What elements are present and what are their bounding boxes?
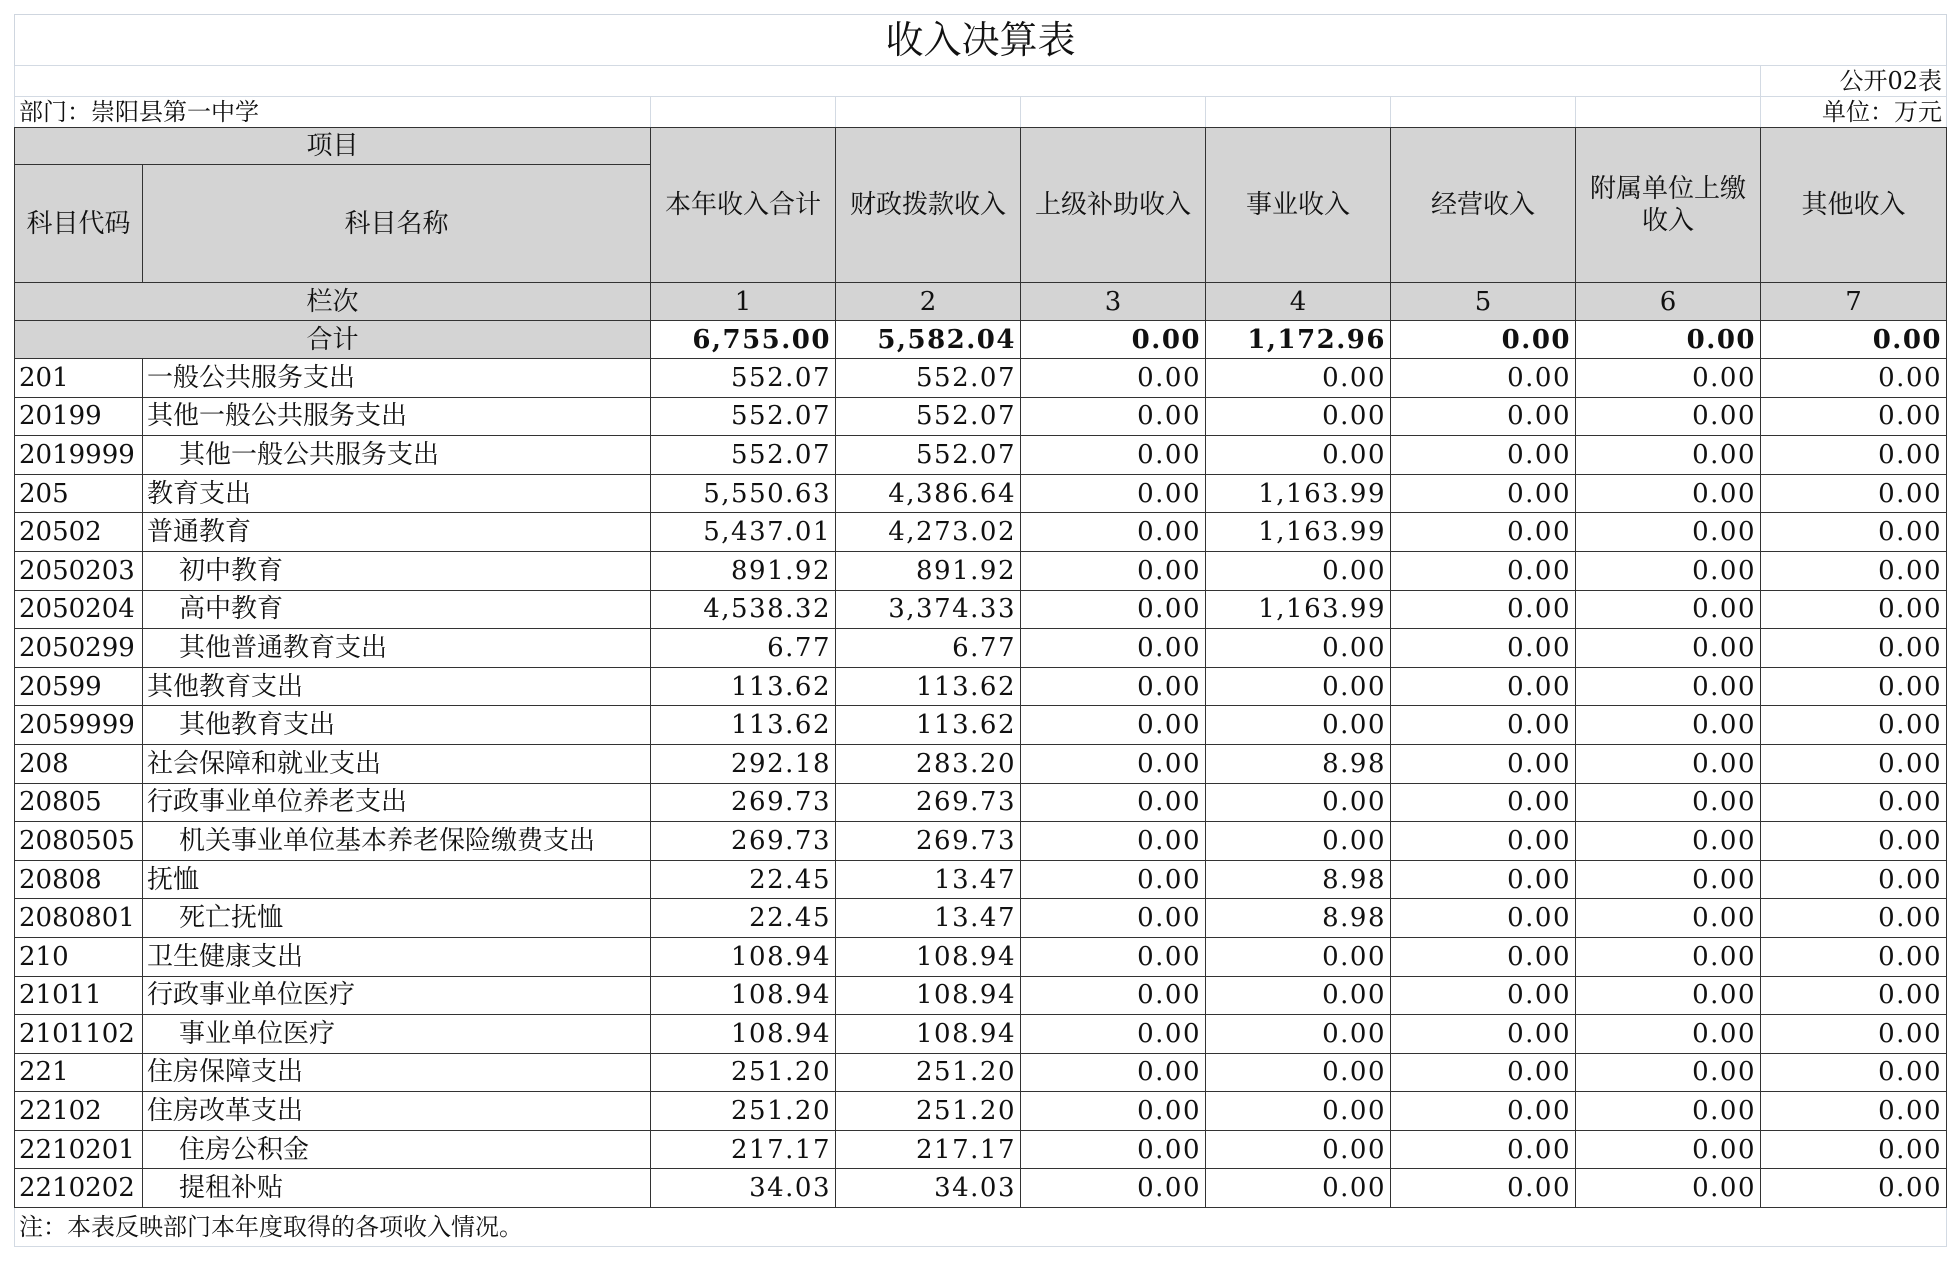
table-row bbox=[15, 513, 1947, 552]
subject-name: 教育支出 bbox=[143, 474, 651, 513]
subject-name: 其他教育支出 bbox=[143, 667, 651, 706]
amount-cell: 5,437.01 bbox=[651, 513, 836, 552]
subject-name: 机关事业单位基本养老保险缴费支出 bbox=[143, 822, 651, 861]
amount-cell: 0.00 bbox=[1576, 667, 1761, 706]
amount-cell: 0.00 bbox=[1761, 899, 1947, 938]
header-item: 项目 bbox=[15, 128, 651, 165]
amount-cell: 0.00 bbox=[1021, 1092, 1206, 1131]
subject-code: 205 bbox=[15, 474, 143, 513]
amount-cell: 113.62 bbox=[836, 667, 1021, 706]
subject-code: 21011 bbox=[15, 976, 143, 1015]
amount-cell: 0.00 bbox=[1576, 899, 1761, 938]
amount-cell: 217.17 bbox=[836, 1130, 1021, 1169]
amount-cell: 0.00 bbox=[1391, 937, 1576, 976]
amount-cell: 0.00 bbox=[1761, 359, 1947, 398]
amount-cell: 0.00 bbox=[1021, 1015, 1206, 1054]
header-col-1: 本年收入合计 bbox=[651, 128, 836, 283]
amount-cell: 0.00 bbox=[1576, 513, 1761, 552]
amount-cell: 0.00 bbox=[1391, 667, 1576, 706]
amount-cell: 4,538.32 bbox=[651, 590, 836, 629]
column-number: 1 bbox=[651, 283, 836, 321]
amount-cell: 0.00 bbox=[1576, 1092, 1761, 1131]
amount-cell: 0.00 bbox=[1576, 436, 1761, 475]
subject-name: 住房公积金 bbox=[143, 1130, 651, 1169]
amount-cell: 0.00 bbox=[1576, 1169, 1761, 1208]
amount-cell: 0.00 bbox=[1206, 667, 1391, 706]
amount-cell: 0.00 bbox=[1021, 976, 1206, 1015]
amount-cell: 552.07 bbox=[836, 436, 1021, 475]
amount-cell: 0.00 bbox=[1761, 976, 1947, 1015]
table-row bbox=[15, 474, 1947, 513]
table-row bbox=[15, 1169, 1947, 1208]
column-number: 6 bbox=[1576, 283, 1761, 321]
income-table bbox=[14, 14, 1947, 1247]
header-col-5: 经营收入 bbox=[1391, 128, 1576, 283]
amount-cell: 0.00 bbox=[1761, 1169, 1947, 1208]
subject-name: 抚恤 bbox=[143, 860, 651, 899]
amount-cell: 0.00 bbox=[1391, 822, 1576, 861]
total-value: 5,582.04 bbox=[836, 321, 1021, 359]
amount-cell: 0.00 bbox=[1206, 629, 1391, 668]
amount-cell: 552.07 bbox=[836, 359, 1021, 398]
subject-name: 行政事业单位养老支出 bbox=[143, 783, 651, 822]
amount-cell: 0.00 bbox=[1761, 397, 1947, 436]
subject-code: 20805 bbox=[15, 783, 143, 822]
amount-cell: 0.00 bbox=[1576, 822, 1761, 861]
amount-cell: 0.00 bbox=[1021, 513, 1206, 552]
header-name: 科目名称 bbox=[143, 165, 651, 283]
amount-cell: 1,163.99 bbox=[1206, 513, 1391, 552]
amount-cell: 891.92 bbox=[651, 551, 836, 590]
amount-cell: 0.00 bbox=[1391, 629, 1576, 668]
table-row bbox=[15, 436, 1947, 475]
amount-cell: 283.20 bbox=[836, 744, 1021, 783]
amount-cell: 0.00 bbox=[1391, 976, 1576, 1015]
amount-cell: 0.00 bbox=[1761, 590, 1947, 629]
table-row bbox=[15, 783, 1947, 822]
subject-code: 20502 bbox=[15, 513, 143, 552]
amount-cell: 552.07 bbox=[651, 436, 836, 475]
amount-cell: 0.00 bbox=[1021, 1169, 1206, 1208]
amount-cell: 0.00 bbox=[1021, 1130, 1206, 1169]
header-code: 科目代码 bbox=[15, 165, 143, 283]
table-row bbox=[15, 899, 1947, 938]
amount-cell: 0.00 bbox=[1576, 1015, 1761, 1054]
amount-cell: 0.00 bbox=[1391, 1015, 1576, 1054]
table-row bbox=[15, 1015, 1947, 1054]
amount-cell: 113.62 bbox=[651, 667, 836, 706]
subject-code: 2210202 bbox=[15, 1169, 143, 1208]
header-col-7: 其他收入 bbox=[1761, 128, 1947, 283]
amount-cell: 0.00 bbox=[1761, 783, 1947, 822]
amount-cell: 0.00 bbox=[1391, 860, 1576, 899]
amount-cell: 251.20 bbox=[836, 1053, 1021, 1092]
subject-code: 2080505 bbox=[15, 822, 143, 861]
column-number: 4 bbox=[1206, 283, 1391, 321]
subject-name: 其他普通教育支出 bbox=[143, 629, 651, 668]
subject-code: 20599 bbox=[15, 667, 143, 706]
amount-cell: 0.00 bbox=[1391, 513, 1576, 552]
subject-name: 初中教育 bbox=[143, 551, 651, 590]
amount-cell: 0.00 bbox=[1761, 1053, 1947, 1092]
subject-code: 208 bbox=[15, 744, 143, 783]
total-value: 0.00 bbox=[1021, 321, 1206, 359]
amount-cell: 0.00 bbox=[1206, 783, 1391, 822]
amount-cell: 108.94 bbox=[836, 937, 1021, 976]
amount-cell: 269.73 bbox=[651, 822, 836, 861]
amount-cell: 6.77 bbox=[836, 629, 1021, 668]
total-value: 0.00 bbox=[1761, 321, 1947, 359]
amount-cell: 0.00 bbox=[1391, 590, 1576, 629]
amount-cell: 0.00 bbox=[1021, 436, 1206, 475]
amount-cell: 0.00 bbox=[1576, 590, 1761, 629]
amount-cell: 1,163.99 bbox=[1206, 590, 1391, 629]
amount-cell: 552.07 bbox=[651, 359, 836, 398]
amount-cell: 0.00 bbox=[1021, 629, 1206, 668]
amount-cell: 0.00 bbox=[1206, 1053, 1391, 1092]
amount-cell: 0.00 bbox=[1021, 551, 1206, 590]
amount-cell: 0.00 bbox=[1206, 1092, 1391, 1131]
amount-cell: 0.00 bbox=[1206, 551, 1391, 590]
amount-cell: 0.00 bbox=[1761, 937, 1947, 976]
amount-cell: 269.73 bbox=[651, 783, 836, 822]
amount-cell: 0.00 bbox=[1761, 474, 1947, 513]
income-final-accounts-sheet bbox=[14, 14, 1946, 1247]
table-row bbox=[15, 744, 1947, 783]
table-row bbox=[15, 860, 1947, 899]
subject-code: 2210201 bbox=[15, 1130, 143, 1169]
amount-cell: 0.00 bbox=[1391, 1130, 1576, 1169]
amount-cell: 0.00 bbox=[1206, 1130, 1391, 1169]
subject-code: 2050203 bbox=[15, 551, 143, 590]
amount-cell: 0.00 bbox=[1021, 667, 1206, 706]
amount-cell: 0.00 bbox=[1761, 1130, 1947, 1169]
table-row bbox=[15, 397, 1947, 436]
amount-cell: 8.98 bbox=[1206, 899, 1391, 938]
amount-cell: 34.03 bbox=[651, 1169, 836, 1208]
footnote: 注：本表反映部门本年度取得的各项收入情况。 bbox=[15, 1208, 1947, 1247]
amount-cell: 0.00 bbox=[1021, 744, 1206, 783]
header-col-4: 事业收入 bbox=[1206, 128, 1391, 283]
amount-cell: 0.00 bbox=[1021, 397, 1206, 436]
amount-cell: 0.00 bbox=[1576, 976, 1761, 1015]
amount-cell: 0.00 bbox=[1761, 744, 1947, 783]
subject-code: 221 bbox=[15, 1053, 143, 1092]
amount-cell: 0.00 bbox=[1206, 397, 1391, 436]
subject-code: 2059999 bbox=[15, 706, 143, 745]
total-value: 6,755.00 bbox=[651, 321, 836, 359]
amount-cell: 13.47 bbox=[836, 860, 1021, 899]
amount-cell: 251.20 bbox=[836, 1092, 1021, 1131]
amount-cell: 0.00 bbox=[1576, 397, 1761, 436]
amount-cell: 0.00 bbox=[1021, 359, 1206, 398]
amount-cell: 0.00 bbox=[1576, 474, 1761, 513]
amount-cell: 269.73 bbox=[836, 783, 1021, 822]
header-col-2: 财政拨款收入 bbox=[836, 128, 1021, 283]
amount-cell: 552.07 bbox=[651, 397, 836, 436]
amount-cell: 0.00 bbox=[1576, 1130, 1761, 1169]
amount-cell: 0.00 bbox=[1021, 474, 1206, 513]
amount-cell: 0.00 bbox=[1021, 937, 1206, 976]
header-col-6: 附属单位上缴收入 bbox=[1576, 128, 1761, 283]
subject-name: 高中教育 bbox=[143, 590, 651, 629]
amount-cell: 0.00 bbox=[1761, 1092, 1947, 1131]
total-value: 0.00 bbox=[1576, 321, 1761, 359]
table-row bbox=[15, 629, 1947, 668]
amount-cell: 0.00 bbox=[1576, 860, 1761, 899]
subject-name: 普通教育 bbox=[143, 513, 651, 552]
table-row bbox=[15, 822, 1947, 861]
amount-cell: 251.20 bbox=[651, 1053, 836, 1092]
amount-cell: 22.45 bbox=[651, 860, 836, 899]
amount-cell: 0.00 bbox=[1761, 860, 1947, 899]
amount-cell: 0.00 bbox=[1761, 1015, 1947, 1054]
subject-code: 2080801 bbox=[15, 899, 143, 938]
amount-cell: 0.00 bbox=[1021, 783, 1206, 822]
amount-cell: 113.62 bbox=[836, 706, 1021, 745]
amount-cell: 251.20 bbox=[651, 1092, 836, 1131]
amount-cell: 0.00 bbox=[1761, 629, 1947, 668]
amount-cell: 108.94 bbox=[836, 976, 1021, 1015]
amount-cell: 292.18 bbox=[651, 744, 836, 783]
row-index-label: 栏次 bbox=[15, 283, 651, 321]
amount-cell: 0.00 bbox=[1761, 667, 1947, 706]
amount-cell: 0.00 bbox=[1206, 976, 1391, 1015]
total-label: 合计 bbox=[15, 321, 651, 359]
amount-cell: 113.62 bbox=[651, 706, 836, 745]
table-row bbox=[15, 706, 1947, 745]
unit-label: 单位：万元 bbox=[1761, 97, 1947, 128]
amount-cell: 108.94 bbox=[836, 1015, 1021, 1054]
amount-cell: 0.00 bbox=[1206, 359, 1391, 398]
amount-cell: 108.94 bbox=[651, 1015, 836, 1054]
amount-cell: 0.00 bbox=[1576, 937, 1761, 976]
column-number: 7 bbox=[1761, 283, 1947, 321]
page-title: 收入决算表 bbox=[15, 15, 1947, 66]
column-number: 3 bbox=[1021, 283, 1206, 321]
amount-cell: 0.00 bbox=[1021, 1053, 1206, 1092]
amount-cell: 552.07 bbox=[836, 397, 1021, 436]
amount-cell: 0.00 bbox=[1391, 551, 1576, 590]
amount-cell: 0.00 bbox=[1206, 1169, 1391, 1208]
subject-code: 2019999 bbox=[15, 436, 143, 475]
amount-cell: 0.00 bbox=[1576, 706, 1761, 745]
subject-code: 201 bbox=[15, 359, 143, 398]
subject-name: 其他一般公共服务支出 bbox=[143, 436, 651, 475]
amount-cell: 8.98 bbox=[1206, 744, 1391, 783]
subject-name: 一般公共服务支出 bbox=[143, 359, 651, 398]
table-row bbox=[15, 1053, 1947, 1092]
table-row bbox=[15, 359, 1947, 398]
amount-cell: 0.00 bbox=[1391, 783, 1576, 822]
amount-cell: 34.03 bbox=[836, 1169, 1021, 1208]
amount-cell: 0.00 bbox=[1206, 822, 1391, 861]
subject-name: 住房改革支出 bbox=[143, 1092, 651, 1131]
amount-cell: 0.00 bbox=[1391, 1053, 1576, 1092]
amount-cell: 0.00 bbox=[1761, 551, 1947, 590]
subject-name: 社会保障和就业支出 bbox=[143, 744, 651, 783]
amount-cell: 0.00 bbox=[1391, 1092, 1576, 1131]
subject-code: 20808 bbox=[15, 860, 143, 899]
amount-cell: 0.00 bbox=[1021, 590, 1206, 629]
table-row bbox=[15, 1130, 1947, 1169]
subject-name: 事业单位医疗 bbox=[143, 1015, 651, 1054]
amount-cell: 0.00 bbox=[1206, 937, 1391, 976]
column-number: 5 bbox=[1391, 283, 1576, 321]
amount-cell: 0.00 bbox=[1206, 1015, 1391, 1054]
amount-cell: 0.00 bbox=[1576, 1053, 1761, 1092]
subject-name: 卫生健康支出 bbox=[143, 937, 651, 976]
amount-cell: 217.17 bbox=[651, 1130, 836, 1169]
amount-cell: 0.00 bbox=[1761, 706, 1947, 745]
subject-name: 死亡抚恤 bbox=[143, 899, 651, 938]
amount-cell: 0.00 bbox=[1391, 474, 1576, 513]
subject-name: 其他教育支出 bbox=[143, 706, 651, 745]
total-value: 1,172.96 bbox=[1206, 321, 1391, 359]
amount-cell: 0.00 bbox=[1021, 706, 1206, 745]
column-number: 2 bbox=[836, 283, 1021, 321]
subject-name: 住房保障支出 bbox=[143, 1053, 651, 1092]
amount-cell: 108.94 bbox=[651, 937, 836, 976]
amount-cell: 891.92 bbox=[836, 551, 1021, 590]
table-row bbox=[15, 1092, 1947, 1131]
subject-code: 2050299 bbox=[15, 629, 143, 668]
subject-name: 其他一般公共服务支出 bbox=[143, 397, 651, 436]
amount-cell: 0.00 bbox=[1761, 436, 1947, 475]
amount-cell: 0.00 bbox=[1391, 397, 1576, 436]
amount-cell: 0.00 bbox=[1576, 783, 1761, 822]
amount-cell: 1,163.99 bbox=[1206, 474, 1391, 513]
table-row bbox=[15, 976, 1947, 1015]
table-row bbox=[15, 590, 1947, 629]
amount-cell: 0.00 bbox=[1021, 860, 1206, 899]
amount-cell: 0.00 bbox=[1021, 899, 1206, 938]
amount-cell: 0.00 bbox=[1391, 1169, 1576, 1208]
amount-cell: 0.00 bbox=[1391, 436, 1576, 475]
amount-cell: 8.98 bbox=[1206, 860, 1391, 899]
amount-cell: 0.00 bbox=[1391, 706, 1576, 745]
amount-cell: 4,386.64 bbox=[836, 474, 1021, 513]
amount-cell: 0.00 bbox=[1391, 359, 1576, 398]
amount-cell: 6.77 bbox=[651, 629, 836, 668]
form-number: 公开02表 bbox=[1761, 66, 1947, 97]
amount-cell: 0.00 bbox=[1206, 706, 1391, 745]
table-row bbox=[15, 551, 1947, 590]
amount-cell: 13.47 bbox=[836, 899, 1021, 938]
amount-cell: 4,273.02 bbox=[836, 513, 1021, 552]
amount-cell: 0.00 bbox=[1021, 822, 1206, 861]
table-row bbox=[15, 667, 1947, 706]
subject-code: 210 bbox=[15, 937, 143, 976]
amount-cell: 22.45 bbox=[651, 899, 836, 938]
amount-cell: 0.00 bbox=[1761, 822, 1947, 861]
total-row bbox=[15, 321, 1947, 359]
subject-name: 提租补贴 bbox=[143, 1169, 651, 1208]
header-col-3: 上级补助收入 bbox=[1021, 128, 1206, 283]
total-value: 0.00 bbox=[1391, 321, 1576, 359]
amount-cell: 269.73 bbox=[836, 822, 1021, 861]
amount-cell: 0.00 bbox=[1391, 744, 1576, 783]
subject-code: 20199 bbox=[15, 397, 143, 436]
subject-code: 2101102 bbox=[15, 1015, 143, 1054]
amount-cell: 0.00 bbox=[1576, 629, 1761, 668]
subject-name: 行政事业单位医疗 bbox=[143, 976, 651, 1015]
subject-code: 22102 bbox=[15, 1092, 143, 1131]
table-row bbox=[15, 937, 1947, 976]
amount-cell: 0.00 bbox=[1576, 359, 1761, 398]
amount-cell: 0.00 bbox=[1206, 436, 1391, 475]
amount-cell: 108.94 bbox=[651, 976, 836, 1015]
amount-cell: 0.00 bbox=[1576, 744, 1761, 783]
amount-cell: 0.00 bbox=[1391, 899, 1576, 938]
amount-cell: 0.00 bbox=[1576, 551, 1761, 590]
department-label: 部门：崇阳县第一中学 bbox=[15, 97, 651, 128]
amount-cell: 3,374.33 bbox=[836, 590, 1021, 629]
amount-cell: 0.00 bbox=[1761, 513, 1947, 552]
amount-cell: 5,550.63 bbox=[651, 474, 836, 513]
subject-code: 2050204 bbox=[15, 590, 143, 629]
